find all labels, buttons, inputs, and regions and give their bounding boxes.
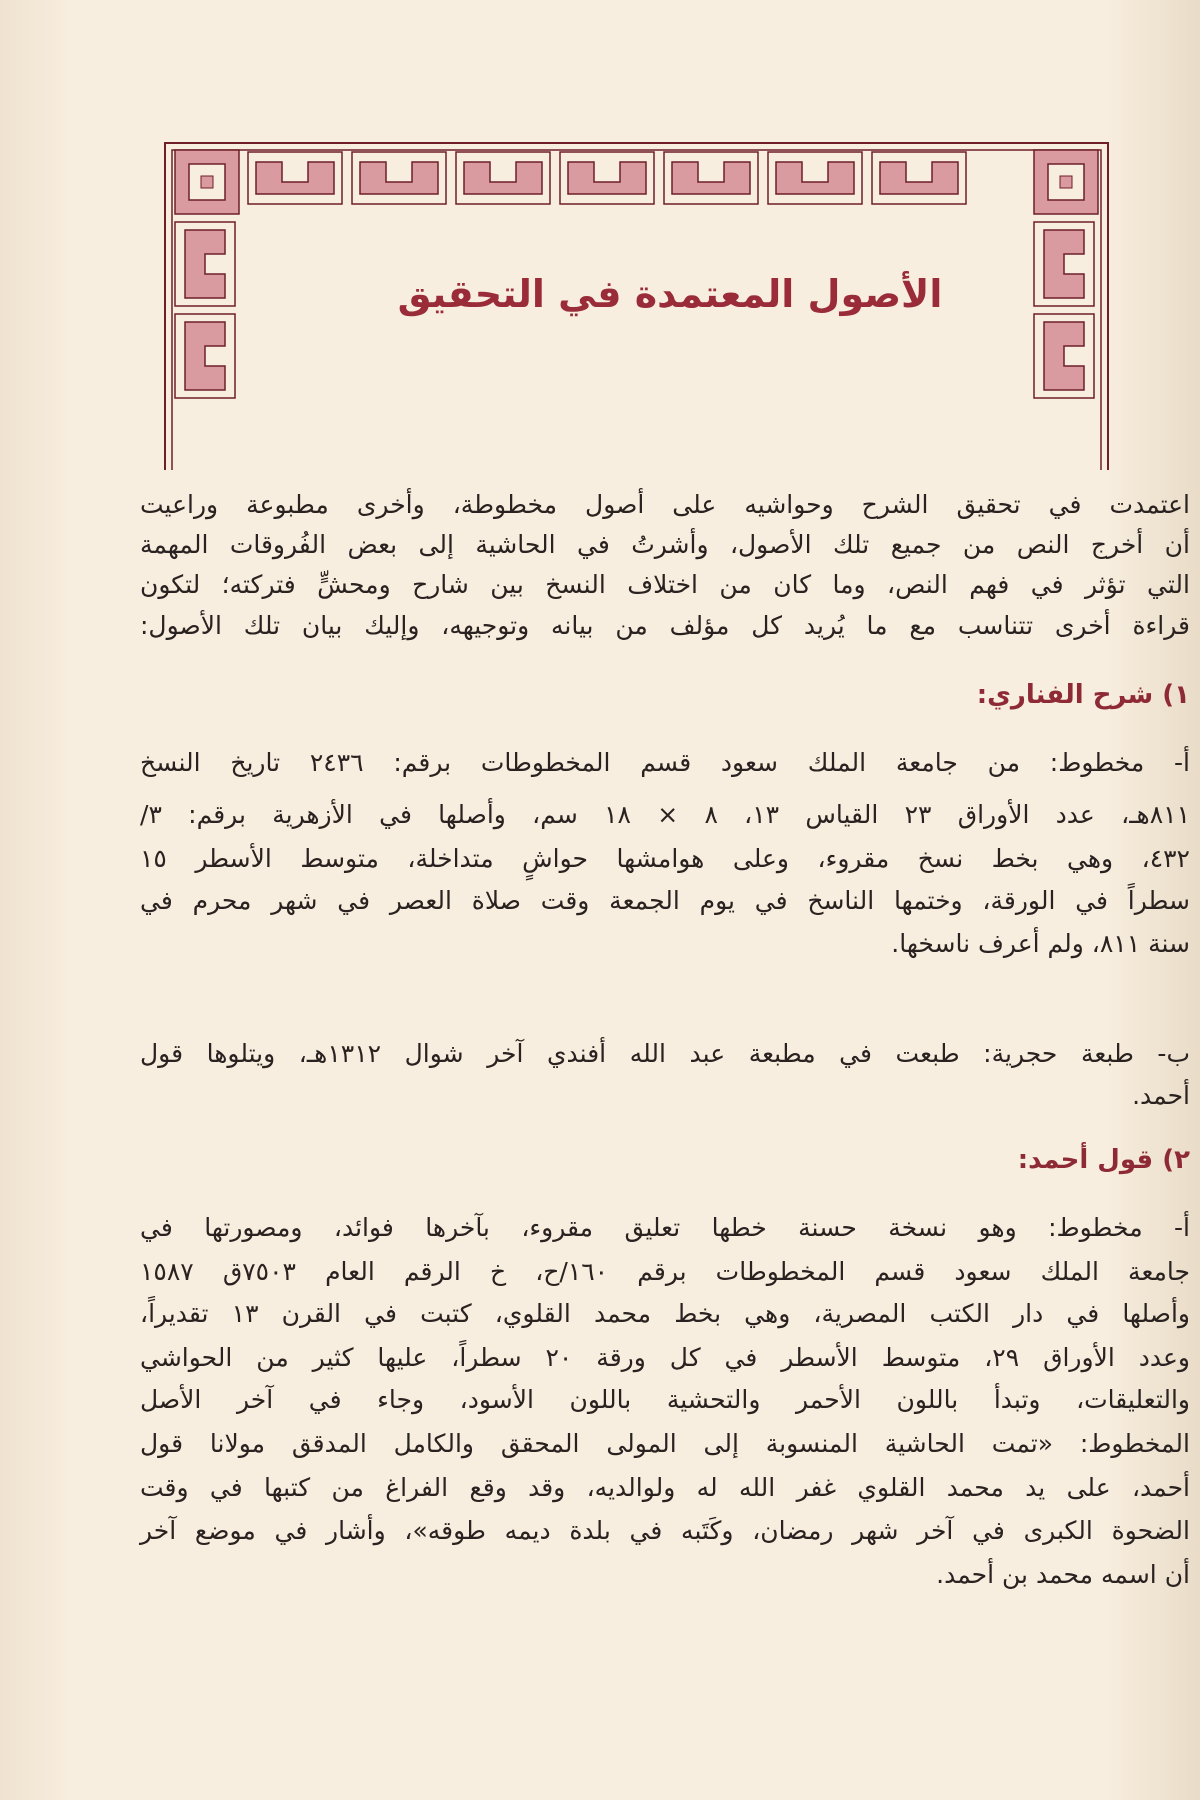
intro-line: أن أخرج النص من جميع تلك الأصول، وأشرتُ في الحاشية إلى بعض الفُروقات المهمة	[140, 530, 1190, 559]
intro-line: قراءة أخرى تتناسب مع ما يُريد كل مؤلف من بيانه وتوجيهه، وإليك بيان تلك الأصول:	[140, 611, 1190, 640]
paragraph-line: المخطوط: «تمت الحاشية المنسوبة إلى المولى المحقق والكامل المدقق مولانا قول	[140, 1429, 1190, 1458]
paragraph-line: الضحوة الكبرى في آخر شهر رمضان، وكَتَبه في بلدة ديمه طوقه»، وأشار في موضع آخر	[140, 1516, 1190, 1545]
paragraph-line: جامعة الملك سعود قسم المخطوطات برقم ١٦٠/ح، خ الرقم العام ٧٥٠٣ق ١٥٨٧	[140, 1257, 1190, 1286]
intro-line: اعتمدت في تحقيق الشرح وحواشيه على أصول مخطوطة، وأخرى مطبوعة وراعيت	[140, 490, 1190, 519]
paragraph-line: والتعليقات، وتبدأ باللون الأحمر والتحشية باللون الأسود، وجاء في آخر الأصل	[140, 1385, 1190, 1414]
paragraph-line: ٤٣٢، وهي بخط نسخ مقروء، وعلى هوامشها حواشٍ متداخلة، متوسط الأسطر ١٥	[140, 844, 1190, 873]
paragraph-line: أ- مخطوط: وهو نسخة حسنة خطها تعليق مقروء، بآخرها فوائد، ومصورتها في	[140, 1213, 1190, 1242]
paragraph-line: وأصلها في دار الكتب المصرية، وهي بخط محمد القلوي، كتبت في القرن ١٣ تقديراً،	[140, 1299, 1190, 1328]
paragraph-line: أن اسمه محمد بن أحمد.	[936, 1560, 1190, 1589]
paragraph-line: سطراً في الورقة، وختمها الناسخ في يوم الجمعة وقت صلاة العصر في شهر محرم في	[140, 886, 1190, 915]
page-title: الأصول المعتمدة في التحقيق	[397, 272, 943, 316]
section-heading-fanari: ١) شرح الفناري:	[976, 680, 1190, 710]
paragraph-line: سنة ٨١١، ولم أعرف ناسخها.	[891, 929, 1190, 958]
meander-corner-center	[201, 176, 213, 188]
section-heading-qawl-ahmad: ٢) قول أحمد:	[1017, 1145, 1190, 1175]
paragraph-line: أ- مخطوط: من جامعة الملك سعود قسم المخطوطات برقم: ٢٤٣٦ تاريخ النسخ	[140, 748, 1191, 777]
paragraph-line: ٨١١هـ، عدد الأوراق ٢٣ القياس ١٣، ٨ × ١٨ سم، وأصلها في الأزهرية برقم: ٣/	[140, 800, 1191, 829]
paragraph-line: ب- طبعة حجرية: طبعت في مطبعة عبد الله أفندي آخر شوال ١٣١٢هـ، ويتلوها قول	[140, 1039, 1190, 1068]
paragraph-line: أحمد، على يد محمد القلوي غفر الله له ولوالديه، وقد وقع الفراغ من كتبها في وقت	[140, 1473, 1190, 1502]
paragraph-line: وعدد الأوراق ٢٩، متوسط الأسطر في كل ورقة ٢٠ سطراً، عليها كثير من الحواشي	[140, 1343, 1190, 1372]
meander-corner-center	[1060, 176, 1072, 188]
meander-frame-ornament	[0, 0, 1200, 500]
intro-line: التي تؤثر في فهم النص، وما كان من اختلاف النسخ بين شارح ومحشٍّ فتركته؛ لتكون	[140, 570, 1190, 599]
paragraph-line: أحمد.	[1132, 1081, 1190, 1110]
